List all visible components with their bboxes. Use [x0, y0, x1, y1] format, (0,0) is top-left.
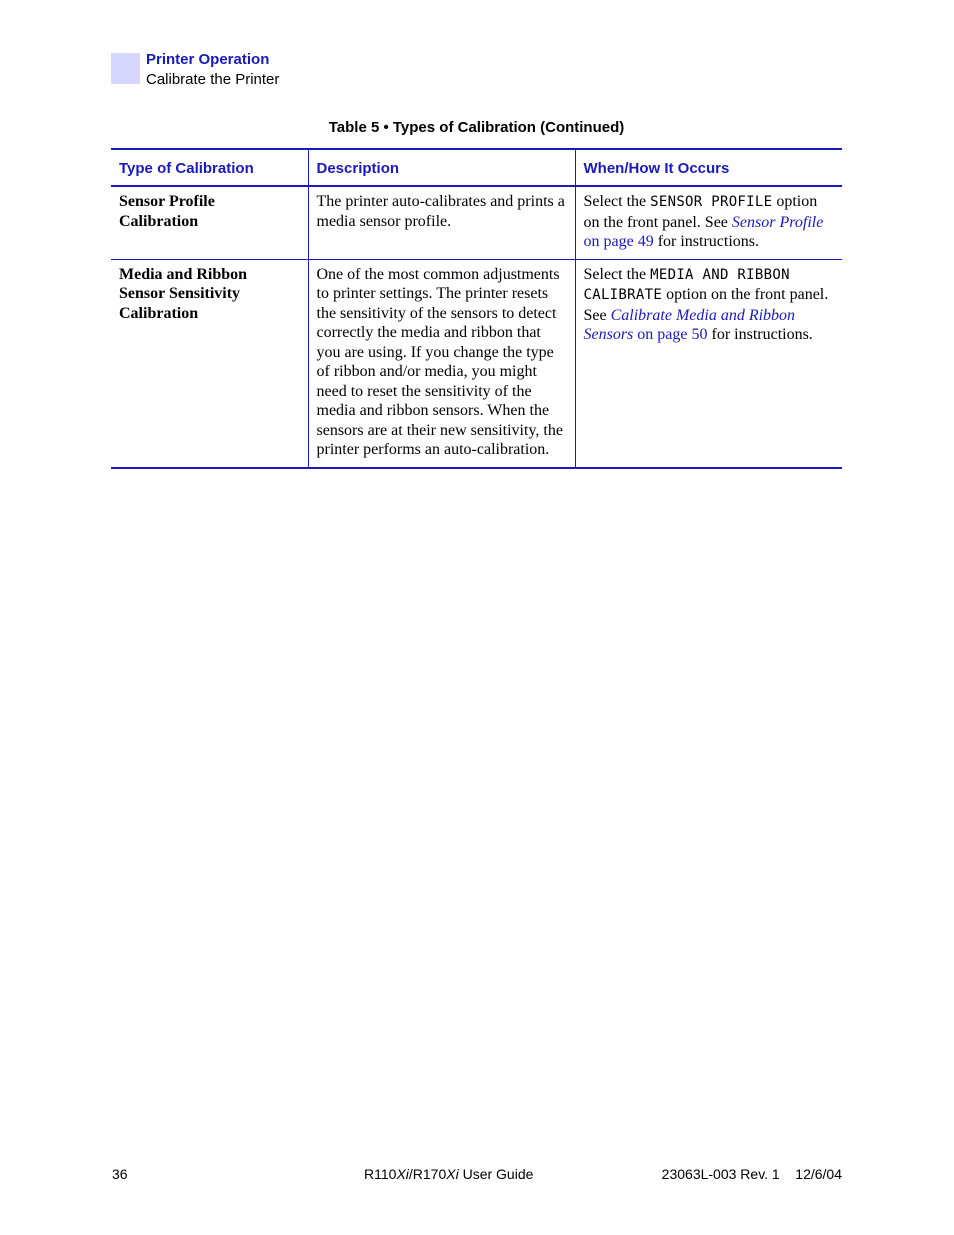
- when-suffix: for instructions.: [653, 233, 760, 250]
- table-row: [111, 186, 842, 259]
- document-info: 23063L-003 Rev. 1 12/6/04: [661, 1166, 842, 1182]
- column-header-type: Type of Calibration: [111, 149, 308, 186]
- table-caption: Table 5 • Types of Calibration (Continued): [328, 119, 625, 136]
- page-reference-link[interactable]: on page 49: [583, 233, 654, 250]
- guide-title-part: Xi: [396, 1166, 409, 1182]
- when-cell: [575, 186, 842, 259]
- cross-reference-link[interactable]: Calibrate Media and Ribbon Sensors: [583, 306, 796, 343]
- when-prefix: Select the: [583, 265, 651, 283]
- calibration-type-cell: Sensor Profile Calibration: [111, 186, 308, 259]
- guide-title-part: /R170: [408, 1166, 447, 1182]
- section-title: Printer Operation: [146, 51, 270, 68]
- column-header-when: When/How It Occurs: [575, 149, 842, 186]
- section-subtitle: Calibrate the Printer: [146, 71, 280, 88]
- guide-title-part: Xi: [446, 1166, 459, 1182]
- when-middle: option on the front panel. See: [583, 286, 829, 324]
- guide-title: [364, 1166, 533, 1182]
- table-row: [111, 259, 842, 468]
- front-panel-option: MEDIA AND RIBBON CALIBRATE: [583, 266, 790, 303]
- calibration-table: [111, 148, 842, 469]
- header-color-block: [111, 53, 140, 84]
- when-suffix: for instructions.: [707, 326, 813, 343]
- page-number: 36: [112, 1166, 128, 1182]
- when-middle: option on the front panel. See: [583, 193, 818, 231]
- when-prefix: Select the: [583, 193, 651, 210]
- table-header-row: [111, 149, 842, 186]
- description-cell: The printer auto-calibrates and prints a media sensor profile.: [308, 186, 575, 259]
- description-cell: One of the most common adjustments to printer settings. The printer resets the sensitivity of the sensors to detect correctly the media and ribbon that you are using. If you change the type of ribbon and/or media, you might need to reset the sensitivity of the media and ribbon sensors. When the sensors are at their new sensitivity, the printer performs an auto-calibration.: [308, 259, 575, 468]
- when-cell: [575, 259, 842, 468]
- cross-reference-link[interactable]: Sensor Profile: [731, 213, 824, 231]
- guide-title-part: User Guide: [458, 1166, 534, 1182]
- column-header-description: Description: [308, 149, 575, 186]
- guide-title-part: R110: [364, 1166, 397, 1182]
- front-panel-option: SENSOR PROFILE: [650, 194, 773, 210]
- page-reference-link[interactable]: on page 50: [633, 326, 708, 343]
- calibration-type-cell: Media and Ribbon Sensor Sensitivity Calibration: [111, 259, 308, 468]
